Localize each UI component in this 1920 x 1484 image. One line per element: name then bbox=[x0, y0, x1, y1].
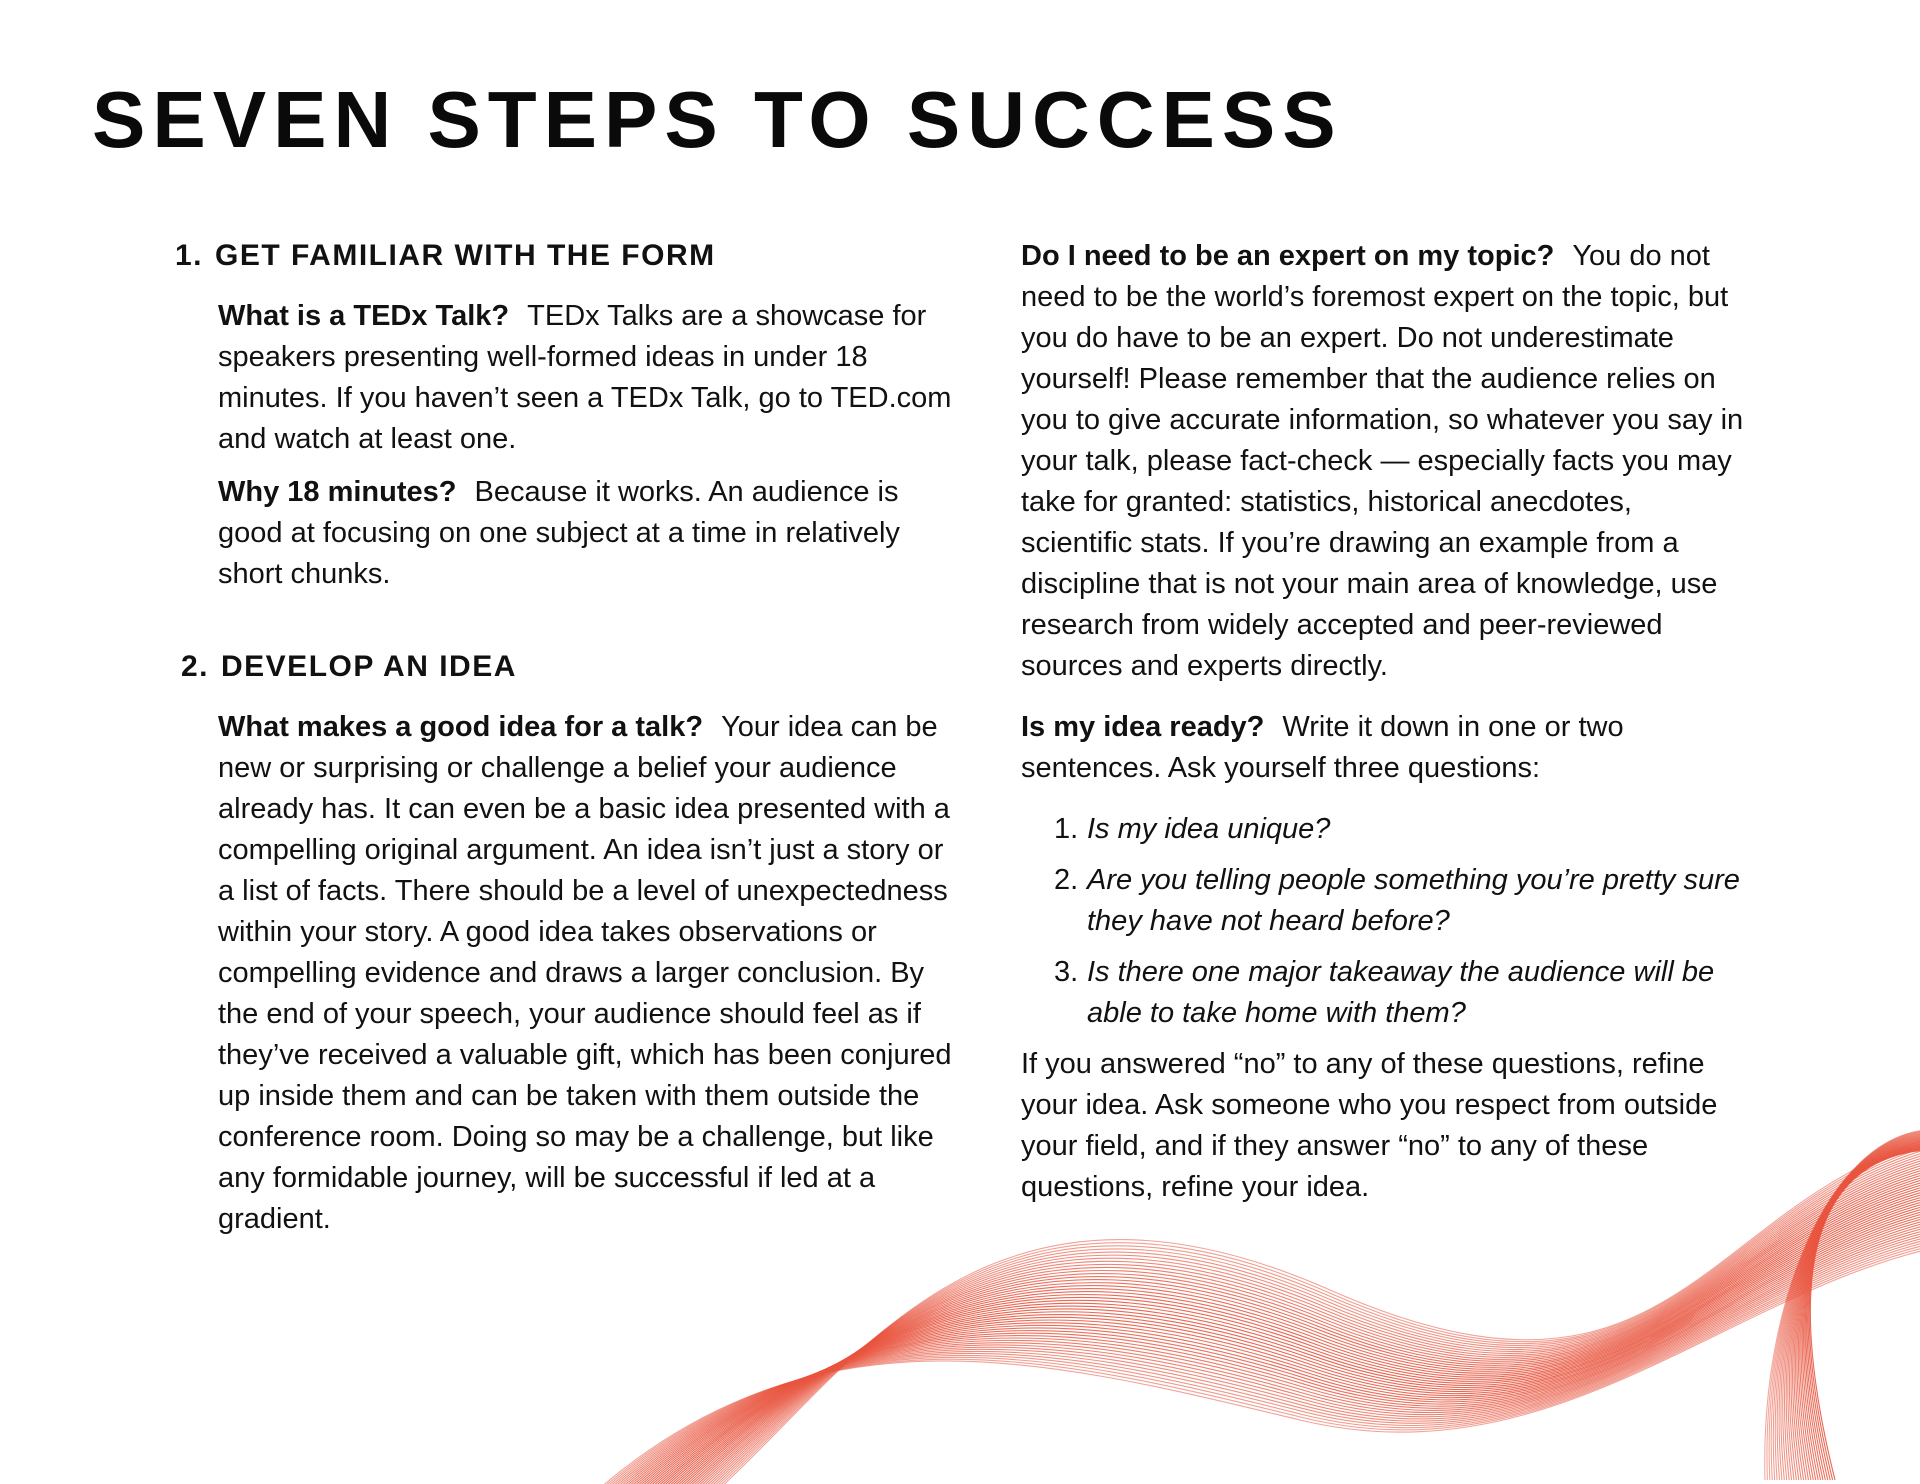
paragraph-why-18-minutes bbox=[218, 472, 965, 595]
section-heading bbox=[175, 236, 965, 276]
list-item bbox=[1054, 952, 1751, 1034]
section-number: 1. bbox=[175, 239, 204, 272]
list-number: 1. bbox=[1054, 813, 1079, 845]
section-title: GET FAMILIAR WITH THE FORM bbox=[215, 239, 716, 272]
list-item bbox=[1054, 809, 1751, 850]
list-number: 3. bbox=[1054, 956, 1079, 988]
wave-line bbox=[640, 1213, 1920, 1484]
page-title: SEVEN STEPS TO SUCCESS bbox=[92, 75, 1343, 164]
list-text: Is my idea unique? bbox=[1087, 813, 1331, 845]
section-title: DEVELOP AN IDEA bbox=[221, 650, 517, 683]
question-lead: Why 18 minutes? bbox=[218, 476, 457, 508]
section-body bbox=[218, 296, 965, 595]
answer-text: Because it works. An audience is good at focusing on one subject at a time in relatively short chunks. bbox=[218, 476, 900, 590]
list-text: Is there one major takeaway the audience will be able to take home with them? bbox=[1087, 956, 1715, 1029]
paragraph-closing: If you answered “no” to any of these questions, refine your idea. Ask someone who you respect from outside your field, and if they answer “no” to any of these questions, refine your idea. bbox=[1021, 1048, 1718, 1203]
paragraph-good-idea bbox=[218, 707, 965, 1240]
question-lead: Do I need to be an expert on my topic? bbox=[1021, 240, 1555, 272]
curl-line bbox=[1796, 1142, 1920, 1480]
left-column bbox=[175, 236, 965, 1252]
paragraph-expert bbox=[1021, 236, 1751, 687]
section-body bbox=[218, 707, 965, 1240]
section-number: 2. bbox=[181, 650, 210, 683]
section-get-familiar bbox=[175, 236, 965, 595]
list-item bbox=[1054, 860, 1751, 942]
paragraph-what-is-tedx bbox=[218, 296, 965, 460]
right-column bbox=[1021, 236, 1751, 1228]
answer-text: You do not need to be the world’s foremost expert on the topic, but you do have to be an expert. Do not underestimate yourself! Please remember that the audience relies on you to give accurate information, so whatever you say in your talk, please fact-check — especially facts you may take for granted: statistics, historical anecdotes, scientific stats. If you’re drawing an example from a discipline that is not your main area of knowledge, use research from widely accepted and peer-reviewed sources and experts directly. bbox=[1021, 240, 1744, 682]
list-number: 2. bbox=[1054, 864, 1079, 896]
answer-text: Write it down in one or two sentences. Ask yourself three questions: bbox=[1021, 711, 1624, 784]
self-check-questions bbox=[1021, 809, 1751, 1034]
answer-text: Your idea can be new or surprising or challenge a belief your audience already has. It can even be a basic idea presented with a compelling original argument. An idea isn’t just a story or a list of facts. There should be a level of unexpectedness within your story. A good idea takes observations or compelling evidence and draws a larger conclusion. By the end of your speech, your audience should feel as if they’ve received a valuable gift, which has been conjured up inside them and can be taken with them outside the conference room. Doing so may be a challenge, but like any formidable journey, will be successful if led at a gradient. bbox=[218, 711, 952, 1235]
answer-text: TEDx Talks are a showcase for speakers presenting well-formed ideas in under 18 minutes. If you haven’t seen a TEDx Talk, go to TED.com and watch at least one. bbox=[218, 300, 952, 455]
section-develop-idea bbox=[175, 647, 965, 1240]
question-lead: What is a TEDx Talk? bbox=[218, 300, 510, 332]
wave-line bbox=[637, 1216, 1920, 1484]
question-lead: Is my idea ready? bbox=[1021, 711, 1265, 743]
section-heading bbox=[181, 647, 965, 687]
question-lead: What makes a good idea for a talk? bbox=[218, 711, 704, 743]
list-text: Are you telling people something you’re pretty sure they have not heard before? bbox=[1087, 864, 1740, 937]
paragraph-idea-ready bbox=[1021, 707, 1751, 789]
